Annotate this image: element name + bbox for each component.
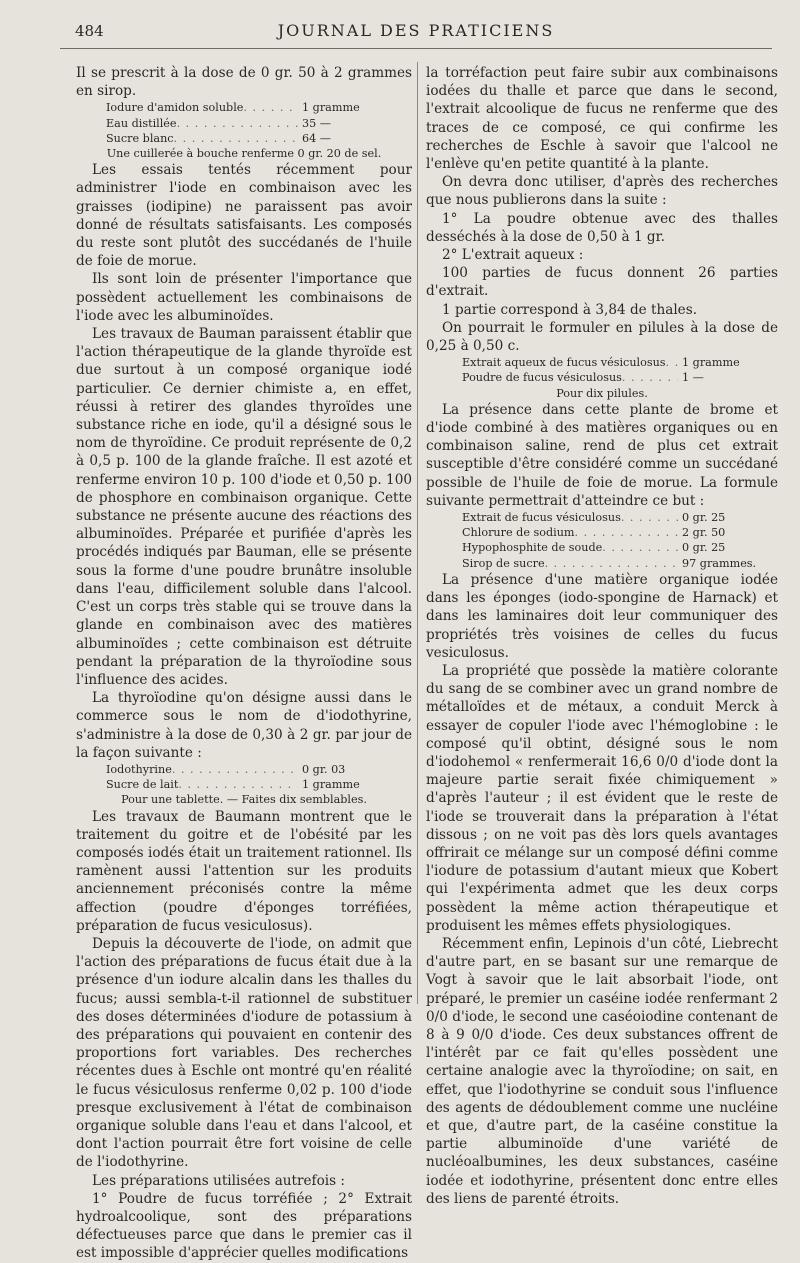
quantity: 35 — (302, 116, 331, 130)
recipe-line (76, 116, 412, 131)
recipe-line (426, 370, 778, 385)
paragraph: 1 partie correspond à 3,84 de thales. (442, 301, 698, 318)
right-column (426, 64, 778, 1208)
ingredient: Iodothyrine (106, 762, 172, 776)
paragraph: 1° Poudre de fucus torréfiée ; 2° Extrait hydroalcoolique, sont des préparations défectueuses parce que dans le premier cas il est impossible d'apprécier quelles modifications (76, 1190, 412, 1262)
paragraph: La présence d'une matière organique iodée dans les éponges (iodo-spongine de Harnack) et dans les laminaires doit leur communiquer des propriétés très voisines de celles du fucus vesiculosus. (426, 571, 778, 661)
paragraph: On devra donc utiliser, d'après des recherches que nous publierons dans la suite : (426, 174, 778, 209)
paragraph: la torréfaction peut faire subir aux combinaisons iodées du thalle et parce que dans le second, l'extrait alcoolique de fucus ne renferme que des traces de ce composé, ce qui confirme les recherches de Eschle à savoir que l'alcool ne l'enlève qu'en petite quantité à la plante. (426, 65, 778, 173)
recipe-line (426, 525, 778, 540)
paragraph: 1° La poudre obtenue avec des thalles desséchés à la dose de 0,50 à 1 gr. (426, 210, 778, 245)
quantity: 1 gramme (302, 778, 360, 792)
paragraph: Les travaux de Bauman paraissent établir que l'action thérapeutique de la glande thyroïde est due surtout à un composé organique iodé particulier. Ce dernier chimiste a, en effet, réussi à retirer des glandes thyroïdes une substance riche en iode, qu'il a désigné sous le nom de thyroïdine. Ce produit représente de 0,2 à 0,5 p. 100 de la glande fraîche. Il est azoté et renferme environ 10 p. 100 d'iode et 0,50 p. 100 de phosphore en combinaison organique. Cette substance ne présente aucune des réactions des albuminoïdes. Préparée et purifiée d'après les procédés indiqués par Bauman, elle se présente sous la forme d'une poudre brunâtre insoluble dans l'eau, difficilement soluble dans l'alcool. C'est un corps très stable qui se trouve dans la glande en combinaison avec des matières albuminoïdes ; cette combinaison est détruite pendant la préparation de la thyroïodine sous l'influence des acides. (76, 326, 412, 688)
recipe-note: Une cuillerée à bouche renferme 0 gr. 20 de sel. (106, 147, 382, 161)
paragraph: Ils sont loin de présenter l'importance que possèdent actuellement les combinaisons de l'iode avec les albuminoïdes. (76, 271, 412, 324)
recipe-iodure-amidon (76, 100, 412, 161)
running-title: JOURNAL DES PRATICIENS (277, 21, 555, 40)
ingredient: Poudre de fucus vésiculosus (462, 371, 622, 385)
paragraph: Les essais tentés récemment pour administrer l'iode en combinaison avec les graisses (iodipine) ne paraissent pas avoir donné de résultats satisfaisants. Les composés du reste sont plutôt des succédanés de l'huile de foie de morue. (76, 162, 412, 270)
recipe-line (76, 100, 412, 115)
paragraph: 2° L'extrait aqueux : (442, 247, 584, 264)
ingredient: Eau distillée (106, 116, 177, 130)
ingredient: Sucre de lait (106, 778, 179, 792)
recipe-iodothyrine (76, 762, 412, 808)
quantity: 0 gr. 25 (682, 511, 726, 525)
paragraph: Récemment enfin, Lepinois d'un côté, Liebrecht d'autre part, en se basant sur une remarque de Vogt à savoir que le lait absorbait l'iode, ont préparé, le premier un caséine iodée renfermant 2 0/0 d'iode, le second une caséoiodine contenant de 8 à 9 0/0 d'iode. Ces deux substances offrent de l'intérêt par ce fait qu'elles possèdent une certaine analogie avec la thyroïodine; on sait, en effet, que l'iodothyrine se conduit sous l'influence des agents de dédoublement comme une nucléine et que, d'autre part, de la caséine constitue la partie albuminoïde d'une variété de nucléoalbumines, les deux substances, caséine iodée et iodothyrine, présentent donc entre elles des liens de parenté étroits. (426, 935, 778, 1207)
recipe-line (426, 540, 778, 555)
quantity: 0 gr. 03 (302, 762, 346, 776)
ingredient: Iodure d'amidon soluble (106, 101, 244, 115)
recipe-line (76, 131, 412, 146)
quantity: 97 grammes. (682, 556, 757, 570)
quantity: 0 gr. 25 (682, 541, 726, 555)
recipe-line (76, 777, 412, 792)
left-column (76, 64, 412, 1263)
recipe-line (426, 510, 778, 525)
paragraph: Les préparations utilisées autrefois : (92, 1172, 345, 1189)
ingredient: Extrait de fucus vésiculosus (462, 511, 621, 525)
recipe-pilules-fucus (426, 355, 778, 401)
ingredient: Sucre blanc (106, 131, 174, 145)
paragraph: 100 parties de fucus donnent 26 parties d'extrait. (426, 265, 778, 300)
paragraph: La présence dans cette plante de brome et d'iode combiné à des matières organiques ou en combinaison saline, rend de plus cet extrait susceptible d'être considéré comme un succédané possible de l'huile de foie de morue. La formule suivante permettrait d'atteindre ce but : (426, 401, 778, 509)
paragraph: La thyroïodine qu'on désigne aussi dans le commerce sous le nom de d'iodothyrine, s'administre à la dose de 0,30 à 2 gr. par jour de la façon suivante : (76, 690, 412, 761)
quantity: 1 gramme (682, 356, 740, 370)
quantity: 1 — (682, 371, 704, 385)
page-header (60, 18, 772, 49)
recipe-sirop-fucus (426, 510, 778, 571)
paragraph: On pourrait le formuler en pilules à la dose de 0,25 à 0,50 c. (426, 319, 778, 355)
ingredient: Extrait aqueux de fucus vésiculosus (462, 356, 666, 370)
quantity: 64 — (302, 131, 331, 145)
quantity: 2 gr. 50 (682, 526, 726, 540)
ingredient: Chlorure de sodium (462, 526, 575, 540)
ingredient: Hypophosphite de soude (462, 541, 603, 555)
column-divider (417, 62, 418, 1004)
paragraph: Il se prescrit à la dose de 0 gr. 50 à 2 grammes en sirop. (76, 65, 412, 100)
paragraph: Depuis la découverte de l'iode, on admit que l'action des préparations de fucus était due à la présence d'un iodure alcalin dans les thalles du fucus; aussi sembla-t-il rationnel de substituer des doses déterminées d'iodure de potassium à des préparations qui pouvaient en contenir des proportions fort variables. Des recherches récentes dues à Eschle ont montré qu'en réalité le fucus vésiculosus renferme 0,02 p. 100 d'iode presque exclusivement à l'état de combinaison organique soluble dans l'eau et dans l'alcool, et dont l'action pourrait être fort voisine de celle de l'iodothyrine. (76, 935, 412, 1171)
recipe-line (426, 355, 778, 370)
recipe-note: Pour une tablette. — Faites dix semblables. (121, 793, 367, 807)
recipe-note: Pour dix pilules. (556, 386, 648, 400)
paragraph: La propriété que possède la matière colorante du sang de se combiner avec un grand nombre de métalloïdes et de métaux, a conduit Merck à essayer de copuler l'iode avec l'hémoglobine : le composé qu'il obtint, désigné sous le nom d'iodohemol « renfermerait 16,6 0/0 d'iode dont la majeure partie serait fixée chimiquement » d'après l'auteur ; il est évident que le reste de l'iode se trouverait dans la préparation à l'état dissous ; on ne voit pas dès lors quels avantages offrirait ce mélange sur un composé défini comme l'iodure de potassium d'autant mieux que Kobert qui l'expérimenta admet que les deux corps possèdent la même action thérapeutique et produisent les mêmes effets physiologiques. (426, 662, 778, 934)
quantity: 1 gramme (302, 101, 360, 115)
recipe-line (426, 556, 778, 571)
recipe-line (76, 762, 412, 777)
page-number: 484 (75, 22, 104, 40)
ingredient: Sirop de sucre (462, 556, 545, 570)
paragraph: Les travaux de Baumann montrent que le traitement du goitre et de l'obésité par les composés iodés était un traitement rationnel. Ils ramènent aussi l'attention sur les produits anciennement préconisés contre la même affection (poudre d'éponges torréfiées, préparation de fucus vesiculosus). (76, 808, 412, 934)
